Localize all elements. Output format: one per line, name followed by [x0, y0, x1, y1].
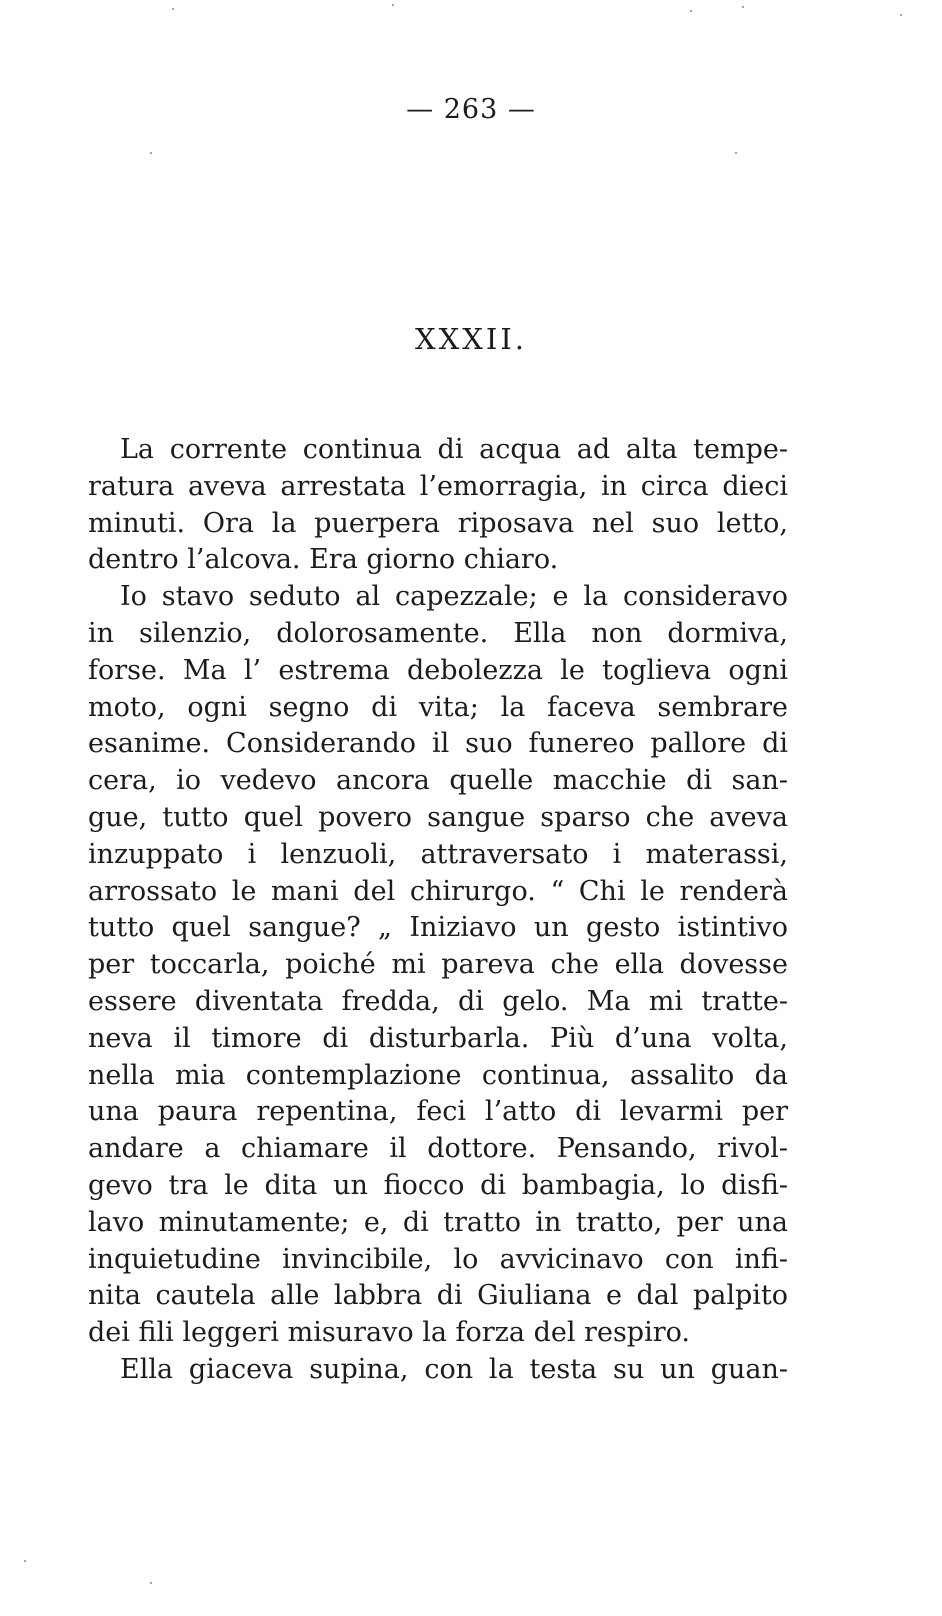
- text-line: gue, tutto quel povero sangue sparso che aveva: [88, 801, 788, 833]
- text-line: La corrente continua di acqua ad alta tempe-: [120, 434, 788, 465]
- body-text: [88, 432, 788, 1389]
- text-line: minuti. Ora la puerpera riposava nel suo letto,: [88, 507, 788, 539]
- text-line: inquietudine invincibile, lo avvicinavo con infi-: [88, 1243, 788, 1275]
- scan-speck: [690, 10, 692, 12]
- scan-speck: [172, 8, 174, 10]
- page-number: — 263 —: [406, 94, 536, 125]
- text-line: in silenzio, dolorosamente. Ella non dormiva,: [88, 617, 788, 649]
- text-line: inzuppato i lenzuoli, attraversato i materassi,: [88, 838, 788, 870]
- text-line: essere diventata fredda, di gelo. Ma mi tratte-: [88, 985, 788, 1017]
- text-line: gevo tra le dita un fiocco di bambagia, lo disfi-: [88, 1169, 788, 1201]
- text-line: nella mia contemplazione continua, assalito da: [88, 1059, 788, 1091]
- scan-speck: [24, 1560, 26, 1562]
- text-line: moto, ogni segno di vita; la faceva sembrare: [88, 691, 788, 723]
- text-line: neva il timore di disturbarla. Più d’una volta,: [88, 1022, 788, 1054]
- text-line: tutto quel sangue? „ Iniziavo un gesto istintivo: [88, 912, 788, 944]
- text-line: ratura aveva arrestata l’emorragia, in circa dieci: [88, 470, 788, 502]
- text-line: per toccarla, poiché mi pareva che ella dovesse: [88, 949, 788, 981]
- chapter-title: XXXII.: [414, 322, 528, 356]
- scan-speck: [392, 4, 394, 6]
- scan-speck: [742, 6, 744, 8]
- text-line: forse. Ma l’ estrema debolezza le toglieva ogni: [88, 654, 788, 686]
- text-line: cera, io vedevo ancora quelle macchie di san-: [88, 765, 788, 797]
- text-line: esanime. Considerando il suo funereo pallore di: [88, 728, 788, 760]
- text-line: nita cautela alle labbra di Giuliana e dal palpito: [88, 1280, 788, 1312]
- text-line: dei fili leggeri misuravo la forza del respiro.: [88, 1317, 690, 1349]
- text-line: una paura repentina, feci l’atto di levarmi per: [88, 1096, 788, 1128]
- scan-speck: [150, 1582, 152, 1584]
- scan-speck: [735, 152, 737, 154]
- scan-speck: [150, 152, 152, 154]
- scan-speck: [900, 14, 902, 16]
- text-line: Ella giaceva supina, con la testa su un guan-: [120, 1353, 788, 1385]
- text-line: dentro l’alcova. Era giorno chiaro.: [88, 544, 559, 576]
- text-line: Io stavo seduto al capezzale; e la consideravo: [120, 581, 788, 613]
- text-line: lavo minutamente; e, di tratto in tratto, per una: [88, 1206, 788, 1238]
- text-line: andare a chiamare il dottore. Pensando, rivol-: [88, 1133, 788, 1165]
- text-line: arrossato le mani del chirurgo. “ Chi le renderà: [88, 875, 788, 907]
